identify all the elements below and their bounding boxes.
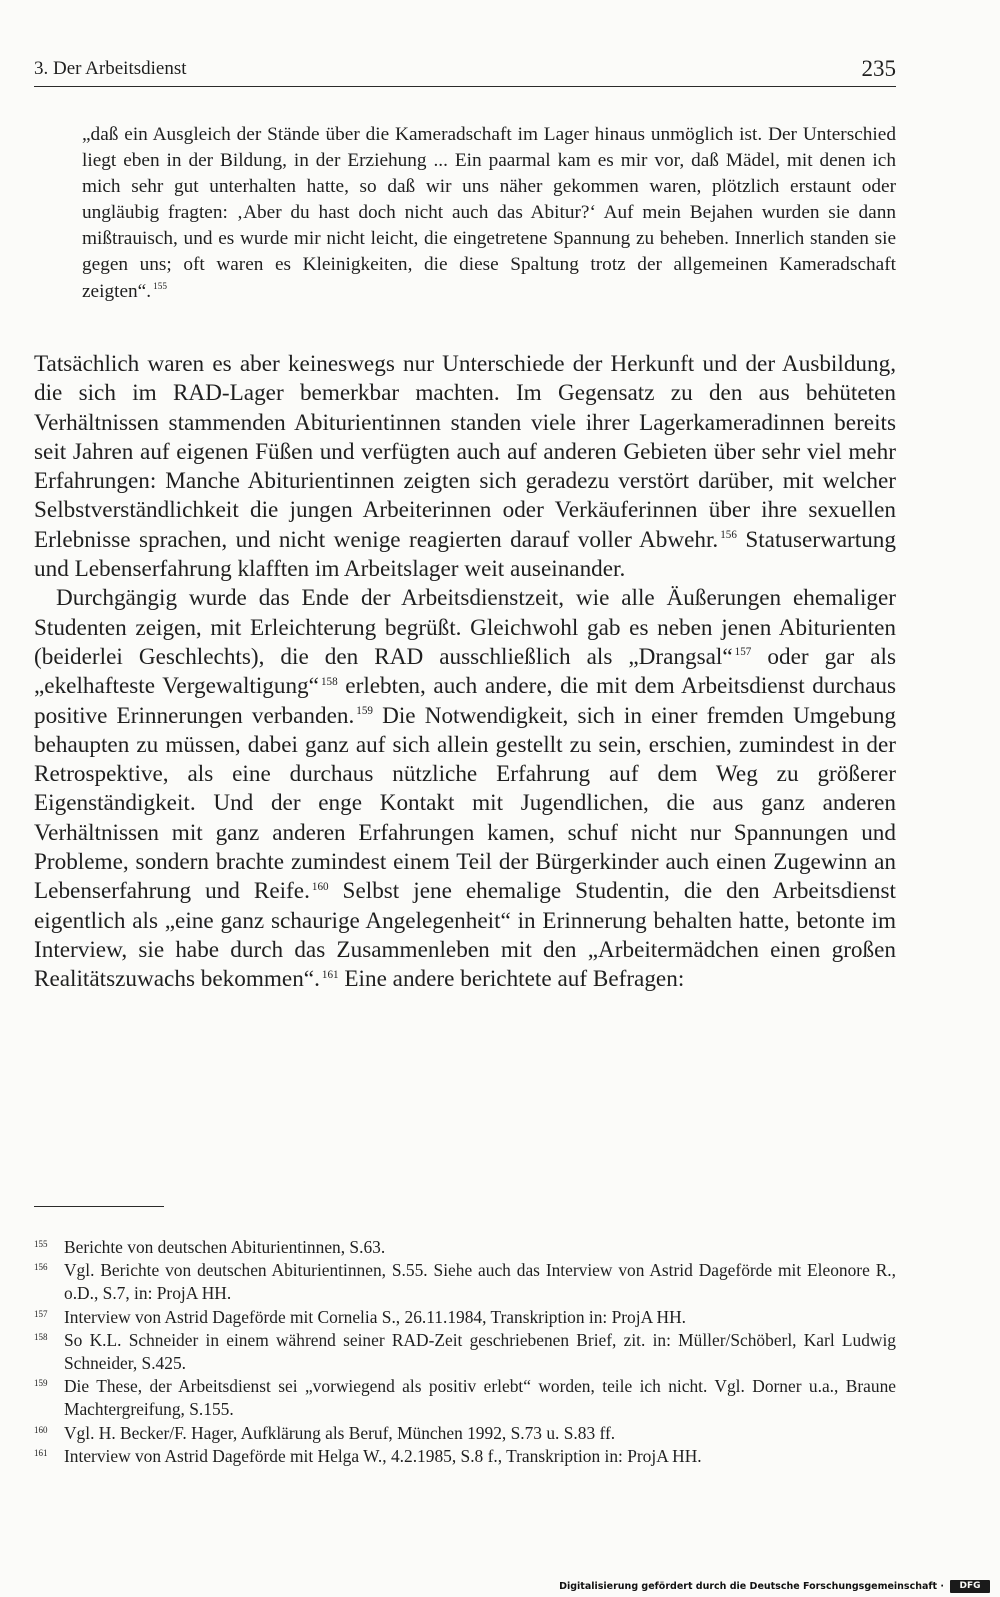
footnote-160 [34,1422,896,1445]
digitization-note: Digitalisierung gefördert durch die Deutsche Forschungsgemeinschaft · [559,1581,944,1592]
footnote-divider [34,1206,164,1207]
dfg-logo-icon: DFG [950,1580,990,1593]
footnote-number: 156 [34,1262,48,1273]
footnote-text: Berichte von deutschen Abiturientinnen, S.63. [64,1237,386,1257]
footnotes [34,1236,896,1468]
footnote-text: Vgl. Berichte von deutschen Abiturientinnen, S.55. Siehe auch das Interview von Astrid Dageförde mit Eleonore R., o.D., S.7, in: ProjA HH. [64,1260,896,1304]
quote-text: „daß ein Ausgleich der Stände über die Kameradschaft im Lager hinaus unmöglich ist. Der Unterschied liegt eben in der Bildung, in der Erziehung ... Ein paarmal kam es mir vor, daß Mädel, mit denen ich mich sehr gut unterhalten hatte, so daß wir uns näher gekommen waren, plötzlich erstaunt oder ungläubig fragten: ‚Aber du hast doch nicht auch das Abitur?‘ Auf mein Bejahen wurden sie dann mißtrauisch, und es wurde mir nicht leicht, die eingetretene Spannung zu beheben. Innerlich standen sie gegen uns; oft waren es Kleinigkeiten, die diese Spaltung trotz der allgemeinen Kameradschaft zeigten“. [82,124,896,302]
paragraph-2-text-e: Selbst jene ehemalige Studentin, die den Arbeitsdienst eigentlich als „eine ganz schaurige Angelegenheit“ in Erinnerung behalten hatte, betonte im Interview, sie habe durch das Zusammenleben mit den „Arbeitermädchen einen großen Realitätszuwachs bekommen“. [34,878,896,993]
footnote-159 [34,1375,896,1421]
footnote-text: So K.L. Schneider in einem während seiner RAD-Zeit geschriebenen Brief, zit. in: Müller/Schöberl, Karl Ludwig Schneider, S.425. [64,1329,896,1374]
running-head [34,52,896,87]
footnote-ref-155[interactable]: 155 [153,282,167,293]
footnote-158 [34,1329,896,1375]
footnote-number: 158 [34,1331,48,1342]
footnote-161 [34,1445,896,1468]
footnote-text: Die These, der Arbeitsdienst sei „vorwiegend als positiv erlebt“ worden, teile ich nicht. Vgl. Dorner u.a., Braune Machtergreifung, S.155. [64,1376,896,1420]
footnote-ref-159[interactable]: 159 [356,704,373,717]
footnote-number: 161 [34,1447,48,1458]
paragraph-2-text-c: erlebten, auch andere, die mit dem Arbeitsdienst durchaus positive Erinnerungen verbanden. [34,673,897,729]
paragraph-1-text-b: Statuserwartung und Lebenserfahrung klafften im Arbeitslager weit auseinander. [34,526,896,583]
footnote-ref-158[interactable]: 158 [320,675,338,688]
main-text [34,350,896,995]
footnote-number: 159 [34,1378,48,1389]
footnote-number: 160 [34,1424,48,1435]
page-number: 235 [861,56,896,81]
footnote-text: Vgl. H. Becker/F. Hager, Aufklärung als Beruf, München 1992, S.73 u. S.83 ff. [64,1422,616,1443]
footnote-ref-160[interactable]: 160 [311,880,329,893]
paragraph-2-text-b: oder gar als „ekelhafteste Vergewaltigung“ [34,643,896,700]
footnote-157 [34,1306,896,1329]
footnote-text: Interview von Astrid Dageförde mit Cornelia S., 26.11.1984, Transkription in: ProjA HH. [64,1306,686,1327]
footnote-number: 157 [34,1308,48,1319]
footnote-number: 155 [34,1239,48,1249]
footnote-155 [34,1236,896,1259]
paragraph-2-text-f: Eine andere berichtete auf Befragen: [338,966,685,993]
paragraph-1 [34,350,896,584]
footnote-ref-157[interactable]: 157 [734,646,752,659]
paragraph-1-text-a: Tatsächlich waren es aber keineswegs nur Unterschiede der Herkunft und der Ausbildung, die sich im RAD-Lager bemerkbar machten. Im Gegensatz zu den aus behüteten Verhältnissen stammenden Abiturientinnen standen viele ihrer Lagerkameradinnen bereits seit Jahren auf eigenen Füßen und verfügten auch auf anderen Gebieten über sehr viel mehr Erfahrungen: Manche Abiturientinnen zeigten sich geradezu verstört darüber, mit welcher Selbstverständlichkeit die jungen Arbeiterinnen oder Verkäuferinnen über ihre sexuellen Erlebnisse sprachen, und nicht wenige reagierten darauf voller Abwehr. [34,351,896,553]
footnote-text: Interview von Astrid Dageförde mit Helga W., 4.2.1985, S.8 f., Transkription in: ProjA HH. [64,1445,702,1466]
block-quote [82,122,896,305]
paragraph-2 [34,584,896,994]
footnote-ref-156[interactable]: 156 [720,529,737,542]
chapter-title: 3. Der Arbeitsdienst [34,58,187,79]
paragraph-2-text-d: Die Notwendigkeit, sich in einer fremden Umgebung behaupten zu müssen, dabei ganz auf sich allein gestellt zu sein, erschien, zumindest in der Retrospektive, als eine durchaus nützliche Erfahrung auf dem Weg zu größerer Eigenständigkeit. Und der enge Kontakt mit Jugendlichen, die aus ganz anderen Verhältnissen mit ganz anderen Erfahrungen kamen, schuf nicht nur Spannungen und Probleme, sondern brachte zumindest einem Teil der Bürgerkinder auch einen Zugewinn an Lebenserfahrung und Reife. [34,702,897,905]
footnote-ref-161[interactable]: 161 [321,968,339,981]
paragraph-2-text-a: Durchgängig wurde das Ende der Arbeitsdienstzeit, wie alle Äußerungen ehemaliger Studenten zeigen, mit Erleichterung begrüßt. Gleichwohl gab es neben jenen Abiturienten (beiderlei Geschlechts), die den RAD ausschließlich als „Drangsal“ [34,585,896,670]
quote-paragraph [82,122,896,305]
footnote-156 [34,1259,896,1305]
